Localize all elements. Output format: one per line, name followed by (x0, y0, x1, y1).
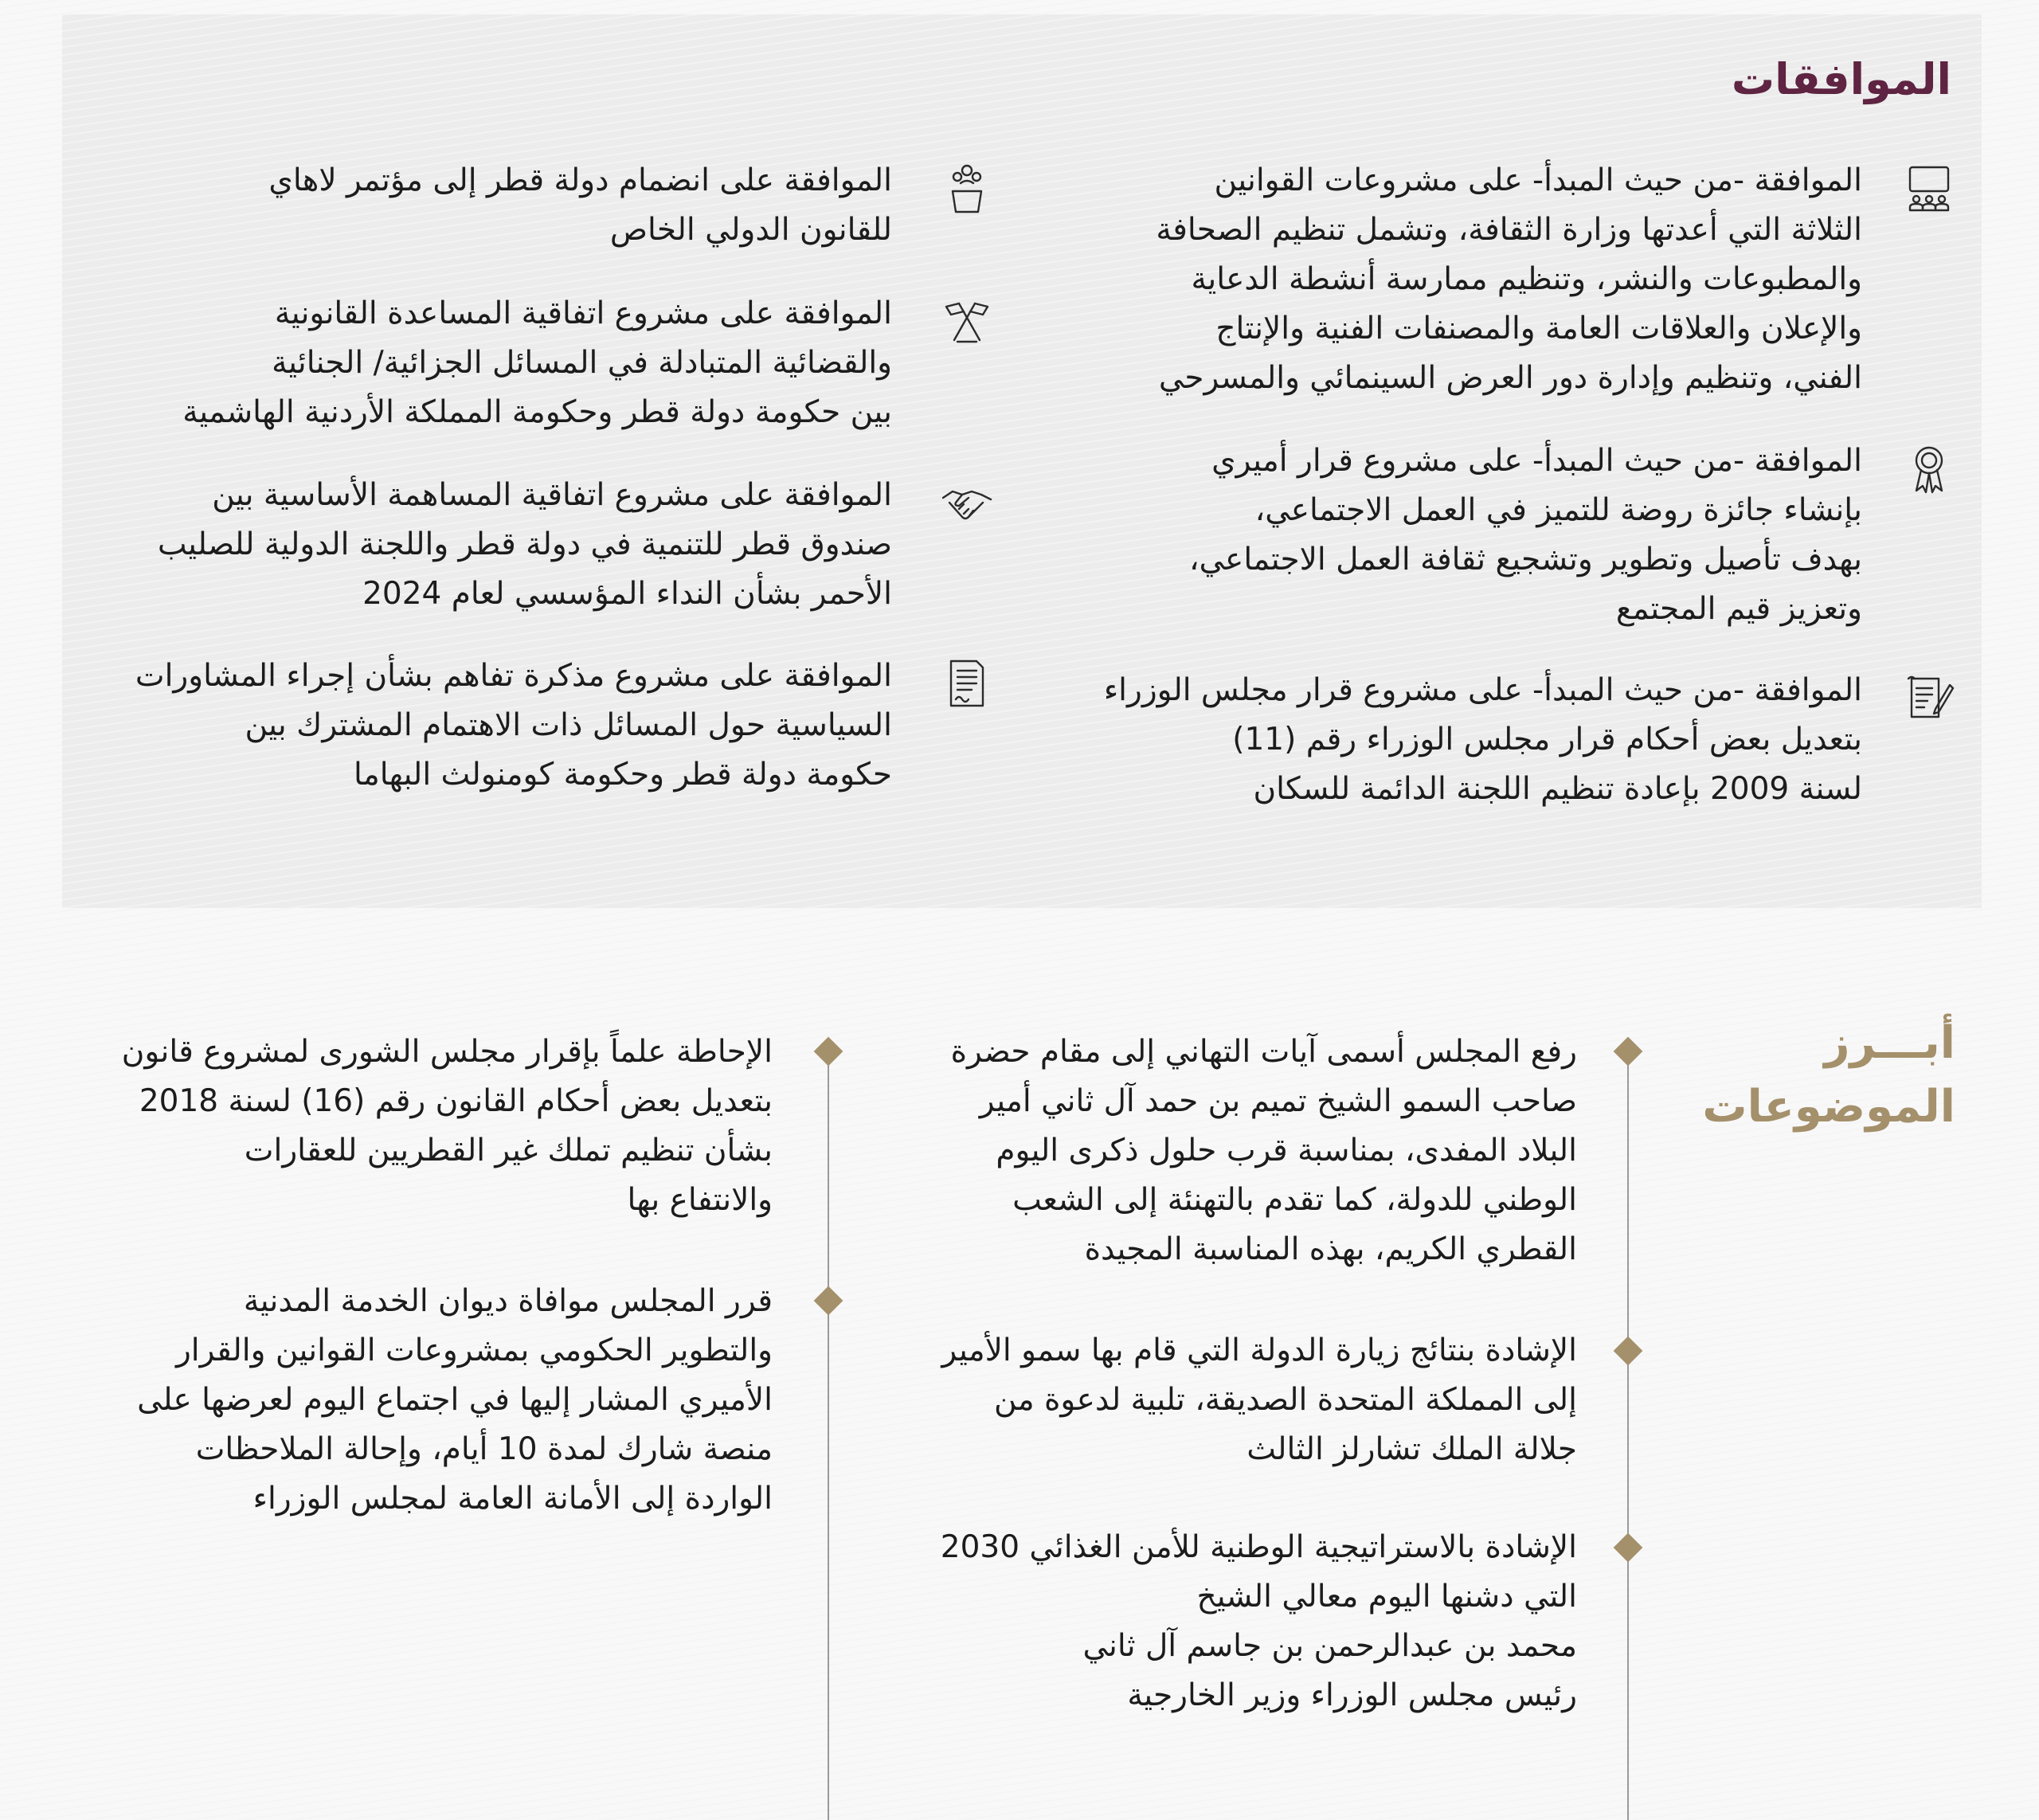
timeline-line-right (1627, 1051, 1629, 1820)
approval-line: بين حكومة دولة قطر وحكومة المملكة الأردنية الهاشمية (182, 394, 892, 430)
highlight-line: رفع المجلس أسمى آيات التهاني إلى مقام حضرة (950, 1034, 1577, 1070)
approval-line: والإعلان والعلاقات العامة والمصنفات الفنية والإنتاج (1215, 311, 1862, 346)
highlight-item-uk-visit (860, 1326, 1577, 1474)
approval-item-bahamas-memorandum (72, 652, 996, 800)
approvals-panel (62, 14, 1982, 908)
highlight-line: الإحاطة علماً بإقرار مجلس الشورى لمشروع قانون (121, 1034, 773, 1070)
approval-line: وتعزيز قيم المجتمع (1615, 591, 1862, 627)
highlight-line: الأميري المشار إليها في اجتماع اليوم لعرضها على (137, 1382, 773, 1418)
approval-line: للقانون الدولي الخاص (609, 212, 892, 248)
approvals-title: الموافقات (1731, 54, 1951, 104)
approval-line: بإنشاء جائزة روضة للتميز في العمل الاجتماعي، (1254, 492, 1862, 528)
approval-item-rawda-award (1161, 436, 1958, 634)
approval-line: السياسية حول المسائل ذات الاهتمام المشترك بين (245, 707, 892, 743)
approval-line: بتعديل بعض أحكام قرار مجلس الوزراء رقم (11) (1232, 722, 1862, 757)
highlight-line: الوطني للدولة، كما تقدم بالتهنئة إلى الشعب (1012, 1182, 1577, 1218)
approval-line: الثلاثة التي أعدتها وزارة الثقافة، وتشمل تنظيم الصحافة (1156, 212, 1862, 248)
highlight-line: الإشادة بنتائج زيارة الدولة التي قام بها سمو الأمير (941, 1333, 1577, 1368)
approval-item-hague-conference (88, 156, 996, 255)
timeline-line-left (828, 1051, 829, 1820)
timeline-marker (814, 1286, 843, 1316)
highlight-item-civil-service (56, 1277, 773, 1524)
award-medal-icon (1900, 440, 1958, 497)
approval-line: الموافقة على مشروع اتفاقية المساعدة القانونية (274, 296, 892, 331)
highlight-line: القطري الكريم، بهذه المناسبة المجيدة (1084, 1231, 1577, 1267)
highlight-line: والانتفاع بها (627, 1182, 773, 1218)
highlights-title-line2: الموضوعات (1702, 1081, 1955, 1133)
approval-line: الموافقة على مشروع اتفاقية المساهمة الأساسية بين (212, 477, 892, 513)
crossed-flags-icon (938, 292, 996, 350)
highlight-item-shura-law (56, 1027, 773, 1225)
approval-line: الموافقة على مشروع مذكرة تفاهم بشأن إجراء المشاورات (135, 658, 892, 694)
approval-line: والقضائية المتبادلة في المسائل الجزائية/ الجنائية (272, 345, 892, 381)
highlight-line: إلى المملكة المتحدة الصديقة، تلبية لدعوة من (994, 1382, 1577, 1418)
highlight-item-national-day (860, 1027, 1577, 1274)
signed-document-icon (938, 655, 996, 712)
highlights-title-line1: أبـــرز (1824, 1017, 1955, 1069)
timeline-marker (1614, 1337, 1643, 1366)
highlight-line: منصة شارك لمدة 10 أيام، وإحالة الملاحظات (195, 1431, 773, 1467)
highlight-line: جلالة الملك تشارلز الثالث (1246, 1431, 1577, 1467)
conference-people-icon (938, 159, 996, 217)
timeline-marker (1614, 1533, 1643, 1563)
highlight-line: قرر المجلس موافاة ديوان الخدمة المدنية (243, 1283, 773, 1319)
highlight-line: والتطوير الحكومي بمشروعات القوانين والقرار (175, 1333, 773, 1368)
highlight-line: صاحب السمو الشيخ تميم بن حمد آل ثاني أمير (979, 1083, 1577, 1119)
audience-screen-icon (1900, 159, 1958, 217)
approval-item-culture-laws (1156, 156, 1958, 403)
highlights-title (1702, 1012, 1955, 1139)
highlight-line: الإشادة بالاستراتيجية الوطنية للأمن الغذائي 2030 (940, 1529, 1577, 1565)
approval-line: حكومة دولة قطر وحكومة كومنولث البهاما (354, 757, 892, 793)
approval-line: الموافقة -من حيث المبدأ- على مشروع قرار أميري (1211, 443, 1862, 479)
approval-line: والمطبوعات والنشر، وتنظيم ممارسة أنشطة الدعاية (1191, 261, 1862, 297)
approval-line: صندوق قطر للتنمية في دولة قطر واللجنة الدولية للصليب (157, 526, 892, 562)
highlight-line: بشأن تنظيم تملك غير القطريين للعقارات (244, 1133, 773, 1168)
approval-line: الأحمر بشأن النداء المؤسسي لعام 2024 (362, 576, 892, 612)
handshake-icon (938, 474, 996, 531)
highlight-line: البلاد المفدى، بمناسبة قرب حلول ذكرى اليوم (996, 1133, 1577, 1168)
timeline-marker (1614, 1037, 1643, 1067)
approval-item-population-committee (1103, 666, 1958, 814)
approval-line: الفني، وتنظيم وإدارة دور العرض السينمائي والمسرحي (1158, 360, 1862, 396)
highlight-line: بتعديل بعض أحكام القانون رقم (16) لسنة 2018 (139, 1083, 773, 1119)
highlight-line: رئيس مجلس الوزراء وزير الخارجية (1127, 1677, 1577, 1713)
approval-line: لسنة 2009 بإعادة تنظيم اللجنة الدائمة للسكان (1253, 771, 1862, 807)
timeline-marker (814, 1037, 843, 1067)
approval-line: الموافقة -من حيث المبدأ- على مشروعات القوانين (1214, 162, 1862, 198)
approval-line: الموافقة على انضمام دولة قطر إلى مؤتمر لاهاي (268, 162, 892, 198)
approval-line: الموافقة -من حيث المبدأ- على مشروع قرار مجلس الوزراء (1103, 672, 1862, 708)
approval-item-red-cross-agreement (88, 471, 996, 619)
highlight-line: التي دشنها اليوم معالي الشيخ (1196, 1579, 1577, 1615)
highlight-line: الواردة إلى الأمانة العامة لمجلس الوزراء (252, 1481, 773, 1517)
highlight-line: محمد بن عبدالرحمن بن جاسم آل ثاني (1082, 1628, 1577, 1664)
approval-item-jordan-agreement (88, 289, 996, 437)
approval-line: بهدف تأصيل وتطوير وتشجيع ثقافة العمل الاجتماعي، (1188, 542, 1862, 577)
document-edit-icon (1900, 669, 1958, 726)
highlight-item-food-security (860, 1523, 1577, 1720)
